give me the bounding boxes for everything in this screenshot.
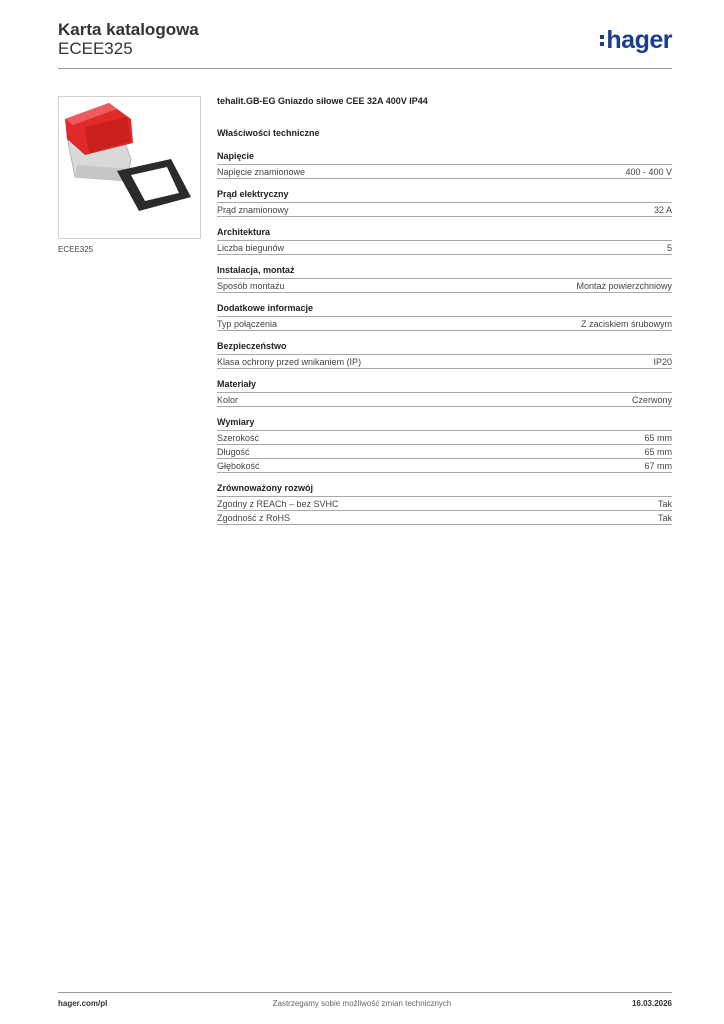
spec-row [217, 445, 672, 459]
spec-content [217, 96, 672, 535]
product-code: ECEE325 [58, 39, 133, 58]
spec-label: Sposób montażu [217, 281, 285, 291]
spec-value: Tak [657, 513, 672, 523]
spec-row [217, 355, 672, 369]
group-title: Wymiary [217, 417, 672, 431]
footer-disclaimer: Zastrzegamy sobie możliwość zmian technicznych [272, 999, 452, 1008]
spec-group-architektura [217, 227, 672, 255]
spec-group-bezpieczenstwo [217, 341, 672, 369]
spec-row [217, 431, 672, 445]
hager-logo [600, 26, 672, 55]
spec-value: Tak [657, 499, 672, 509]
spec-row [217, 241, 672, 255]
spec-group-materialy [217, 379, 672, 407]
spec-value: 32 A [653, 205, 672, 215]
socket-illustration-icon [59, 97, 200, 238]
footer-date: 16.03.2026 [631, 999, 672, 1008]
spec-row [217, 511, 672, 525]
spec-group-wymiary [217, 417, 672, 473]
spec-label: Napięcie znamionowe [217, 167, 306, 177]
spec-group-napiecie [217, 151, 672, 179]
page-title: Karta katalogowa [58, 20, 199, 39]
footer-divider [58, 992, 672, 993]
spec-value: 5 [666, 243, 672, 253]
spec-row [217, 497, 672, 511]
spec-row [217, 459, 672, 473]
spec-value: 67 mm [644, 461, 672, 471]
image-caption: ECEE325 [58, 245, 94, 254]
spec-label: Głębokość [217, 461, 260, 471]
spec-value: Z zaciskiem śrubowym [580, 319, 672, 329]
group-title: Architektura [217, 227, 672, 241]
header-divider [58, 68, 672, 69]
group-title: Zrównoważony rozwój [217, 483, 672, 497]
spec-label: Typ połączenia [217, 319, 278, 329]
spec-row [217, 165, 672, 179]
section-title: Właściwości techniczne [217, 128, 320, 138]
group-title: Instalacja, montaż [217, 265, 672, 279]
spec-row [217, 317, 672, 331]
spec-row [217, 393, 672, 407]
logo-dots-icon [600, 35, 604, 46]
spec-group-dodatkowe [217, 303, 672, 331]
product-image [58, 96, 201, 239]
spec-row [217, 279, 672, 293]
group-title: Materiały [217, 379, 672, 393]
spec-row [217, 203, 672, 217]
spec-value: Montaż powierzchniowy [576, 281, 672, 291]
group-title: Napięcie [217, 151, 672, 165]
spec-label: Zgodność z RoHS [217, 513, 291, 523]
spec-label: Zgodny z REACh – bez SVHC [217, 499, 339, 509]
spec-label: Kolor [217, 395, 239, 405]
spec-group-instalacja [217, 265, 672, 293]
spec-value: 65 mm [644, 433, 672, 443]
spec-label: Prąd znamionowy [217, 205, 289, 215]
spec-value: 65 mm [644, 447, 672, 457]
spec-group-zrownowazony [217, 483, 672, 525]
spec-value: 400 - 400 V [625, 167, 672, 177]
spec-value: IP20 [653, 357, 672, 367]
spec-label: Liczba biegunów [217, 243, 285, 253]
group-title: Prąd elektryczny [217, 189, 672, 203]
spec-group-prad [217, 189, 672, 217]
spec-label: Szerokość [217, 433, 260, 443]
group-title: Dodatkowe informacje [217, 303, 672, 317]
group-title: Bezpieczeństwo [217, 341, 672, 355]
spec-label: Długość [217, 447, 250, 457]
logo-text: hager [606, 26, 672, 54]
spec-label: Klasa ochrony przed wnikaniem (IP) [217, 357, 362, 367]
product-title: tehalit.GB-EG Gniazdo siłowe CEE 32A 400V IP44 [217, 96, 428, 106]
spec-value: Czerwony [631, 395, 672, 405]
footer-website-link[interactable]: hager.com/pl [58, 999, 108, 1008]
